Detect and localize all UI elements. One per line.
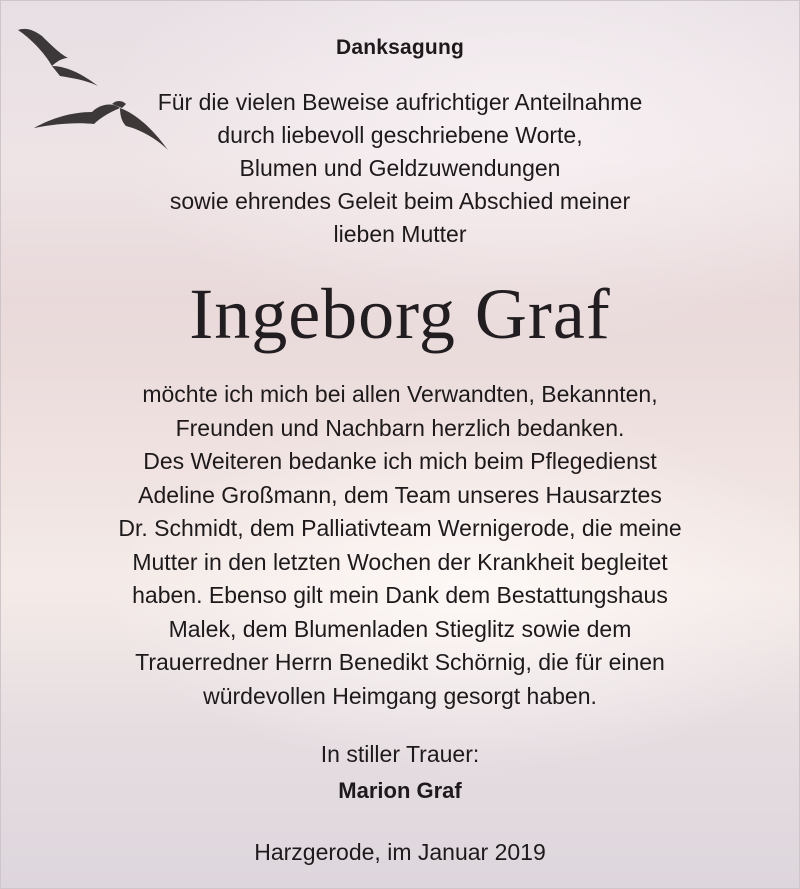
- thanks-line: Freunden und Nachbarn herzlich bedanken.: [175, 414, 625, 441]
- thanks-line: Adeline Großmann, dem Team unseres Hausarztes: [138, 481, 662, 508]
- mourning-label: In stiller Trauer:: [320, 741, 480, 767]
- thanks-line: Malek, dem Blumenladen Stieglitz sowie dem: [168, 615, 632, 642]
- place-date: Harzgerode, im Januar 2019: [254, 839, 546, 865]
- intro-line: durch liebevoll geschriebene Worte,: [217, 122, 583, 148]
- intro-line: sowie ehrendes Geleit beim Abschied meiner: [169, 188, 631, 214]
- thanks-text: [0, 378, 800, 713]
- deceased-name: Ingeborg Graf: [189, 274, 611, 354]
- intro-line: Für die vielen Beweise aufrichtiger Anteilnahme: [157, 89, 643, 115]
- thanks-line: haben. Ebenso gilt mein Dank dem Bestattungshaus: [132, 582, 668, 608]
- intro-line: lieben Mutter: [333, 221, 467, 247]
- thanks-line: Des Weiteren bedanke ich mich beim Pflegedienst: [143, 448, 657, 474]
- thanks-line: möchte ich mich bei allen Verwandten, Bekannten,: [142, 381, 658, 407]
- thanks-line: Dr. Schmidt, dem Palliativteam Wernigerode, die meine: [118, 515, 682, 541]
- heading: Danksagung: [335, 36, 465, 59]
- signer-name: Marion Graf: [338, 778, 462, 803]
- intro-text: [0, 86, 800, 251]
- intro-line: Blumen und Geldzuwendungen: [239, 155, 561, 181]
- thanks-line: würdevollen Heimgang gesorgt haben.: [203, 682, 597, 709]
- thanks-line: Mutter in den letzten Wochen der Krankheit begleitet: [132, 548, 668, 575]
- thanks-line: Trauerredner Herrn Benedikt Schörnig, die für einen: [135, 649, 665, 675]
